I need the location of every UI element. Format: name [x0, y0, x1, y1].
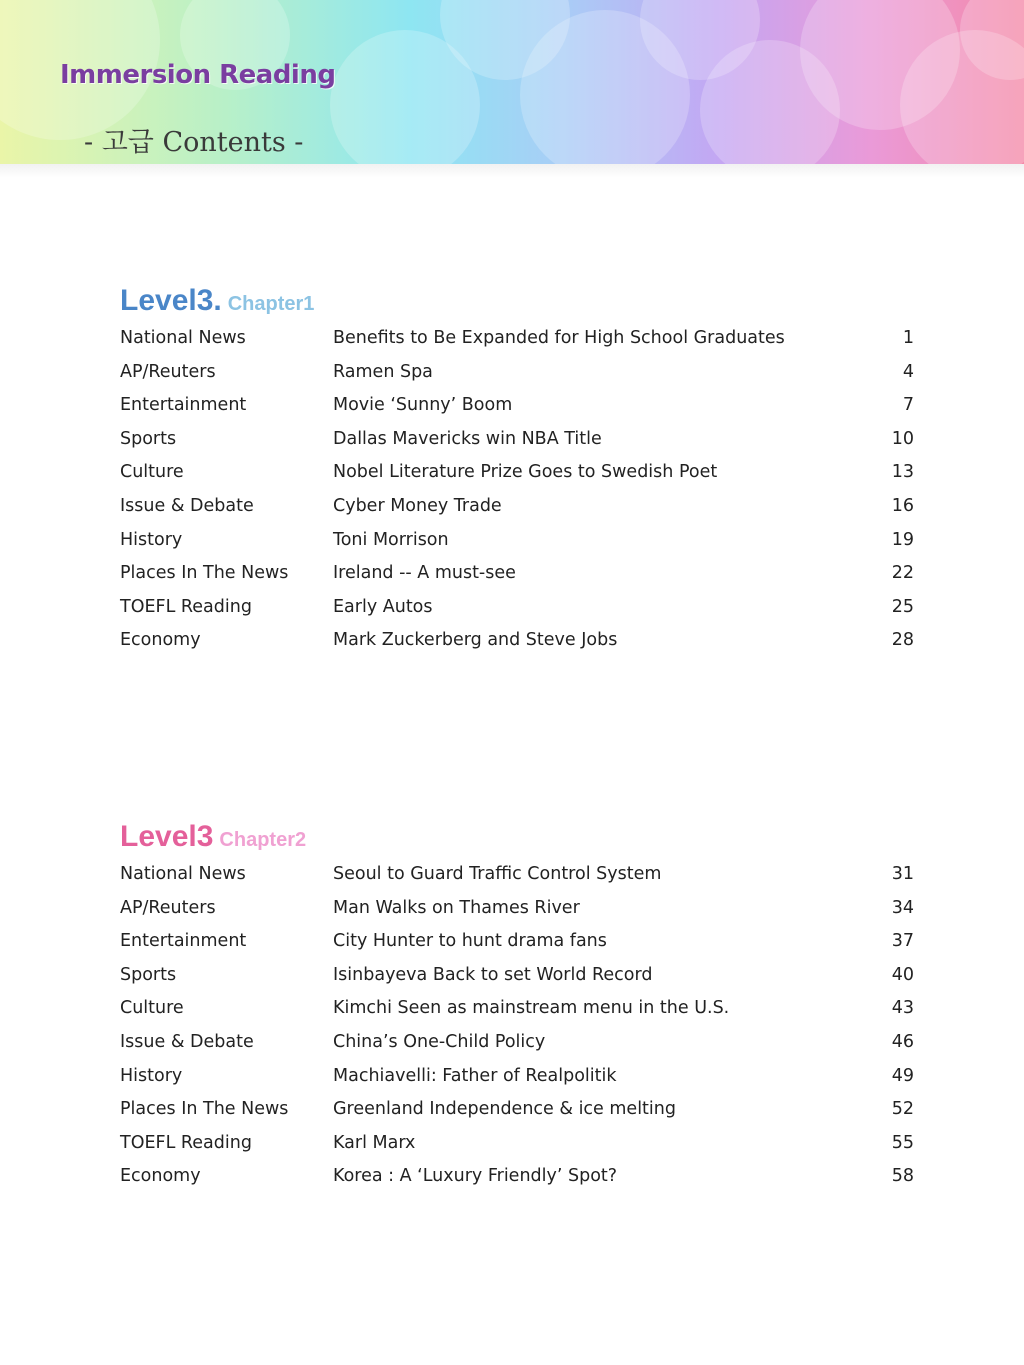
page-number: 22 — [891, 563, 914, 584]
article-title: Mark Zuckerberg and Steve Jobs — [333, 630, 618, 651]
page-number: 13 — [891, 462, 914, 483]
toc-row[interactable] — [120, 894, 920, 928]
page-number: 49 — [891, 1065, 914, 1086]
page-number: 46 — [891, 1031, 914, 1052]
category: Places In The News — [120, 563, 289, 584]
toc-row[interactable] — [120, 526, 920, 560]
category: AP/Reuters — [120, 361, 216, 382]
toc-row[interactable] — [120, 458, 920, 492]
page-number: 25 — [891, 596, 914, 617]
toc-row[interactable] — [120, 324, 920, 358]
article-title: Korea : A ‘Luxury Friendly’ Spot? — [333, 1166, 618, 1187]
brand-title: Immersion Reading — [60, 60, 336, 90]
page-number: 4 — [902, 361, 914, 382]
category: History — [120, 529, 183, 550]
page-number: 7 — [902, 395, 914, 416]
article-title: Isinbayeva Back to set World Record — [333, 964, 653, 985]
category: Sports — [120, 964, 177, 985]
category: Entertainment — [120, 395, 247, 416]
category: History — [120, 1065, 183, 1086]
toc-row[interactable] — [120, 961, 920, 995]
category: Culture — [120, 462, 184, 483]
page-number: 43 — [891, 998, 914, 1019]
page-number: 10 — [891, 428, 914, 449]
page-subtitle: - 고급 Contents - — [84, 127, 304, 158]
article-title: Toni Morrison — [333, 529, 449, 550]
level-label: Level3. — [120, 284, 222, 317]
toc-row[interactable] — [120, 994, 920, 1028]
category: National News — [120, 328, 246, 348]
category: Issue & Debate — [120, 1031, 254, 1052]
article-title: Ramen Spa — [333, 361, 433, 382]
header-banner — [0, 0, 1024, 164]
page-number: 52 — [891, 1099, 914, 1120]
toc-row[interactable] — [120, 1162, 920, 1196]
page-number: 37 — [891, 931, 914, 952]
chapter-section-2 — [120, 820, 920, 1196]
category: Economy — [120, 1166, 201, 1187]
article-title: Early Autos — [333, 596, 433, 617]
category: TOEFL Reading — [120, 1132, 252, 1153]
toc-row[interactable] — [120, 860, 920, 894]
page-number: 58 — [891, 1166, 914, 1187]
category: National News — [120, 864, 246, 884]
page-number: 1 — [902, 328, 914, 348]
article-title: China’s One-Child Policy — [333, 1031, 546, 1052]
toc-row[interactable] — [120, 1028, 920, 1062]
article-title: Nobel Literature Prize Goes to Swedish Poet — [333, 462, 718, 483]
section-heading — [120, 820, 920, 860]
chapter-section-1 — [120, 284, 920, 660]
page-number: 34 — [891, 897, 914, 918]
toc-row[interactable] — [120, 927, 920, 961]
page-number: 31 — [891, 864, 914, 884]
chapter-label: Chapter2 — [219, 829, 307, 851]
toc-row[interactable] — [120, 626, 920, 660]
category: TOEFL Reading — [120, 596, 252, 617]
article-title: Movie ‘Sunny’ Boom — [333, 395, 513, 416]
category: Economy — [120, 630, 201, 651]
article-title: Benefits to Be Expanded for High School Graduates — [333, 328, 785, 348]
chapter-label: Chapter1 — [227, 293, 315, 315]
category: Issue & Debate — [120, 495, 254, 516]
page-number: 55 — [891, 1132, 914, 1153]
toc-row[interactable] — [120, 593, 920, 627]
category: Sports — [120, 428, 177, 449]
level-label: Level3 — [120, 820, 214, 853]
toc-row[interactable] — [120, 358, 920, 392]
page-number: 19 — [891, 529, 914, 550]
article-title: Karl Marx — [333, 1132, 416, 1153]
article-title: Man Walks on Thames River — [333, 897, 580, 918]
category: AP/Reuters — [120, 897, 216, 918]
article-title: Greenland Independence & ice melting — [333, 1099, 676, 1120]
page-number: 40 — [891, 964, 914, 985]
toc-row[interactable] — [120, 492, 920, 526]
article-title: Cyber Money Trade — [333, 495, 502, 516]
toc-row[interactable] — [120, 1129, 920, 1163]
article-title: Machiavelli: Father of Realpolitik — [333, 1065, 617, 1086]
article-title: Ireland -- A must-see — [333, 563, 516, 584]
toc-row[interactable] — [120, 559, 920, 593]
page-number: 16 — [891, 495, 914, 516]
article-title: Seoul to Guard Traffic Control System — [333, 864, 662, 884]
toc-row[interactable] — [120, 1062, 920, 1096]
banner-shadow — [0, 164, 1024, 178]
toc-row[interactable] — [120, 1095, 920, 1129]
category: Culture — [120, 998, 184, 1019]
section-heading — [120, 284, 920, 324]
page-number: 28 — [891, 630, 914, 651]
category: Places In The News — [120, 1099, 289, 1120]
article-title: Kimchi Seen as mainstream menu in the U.S. — [333, 998, 730, 1019]
article-title: Dallas Mavericks win NBA Title — [333, 428, 602, 449]
category: Entertainment — [120, 931, 247, 952]
toc-row[interactable] — [120, 391, 920, 425]
article-title: City Hunter to hunt drama fans — [333, 931, 607, 952]
toc-row[interactable] — [120, 425, 920, 459]
